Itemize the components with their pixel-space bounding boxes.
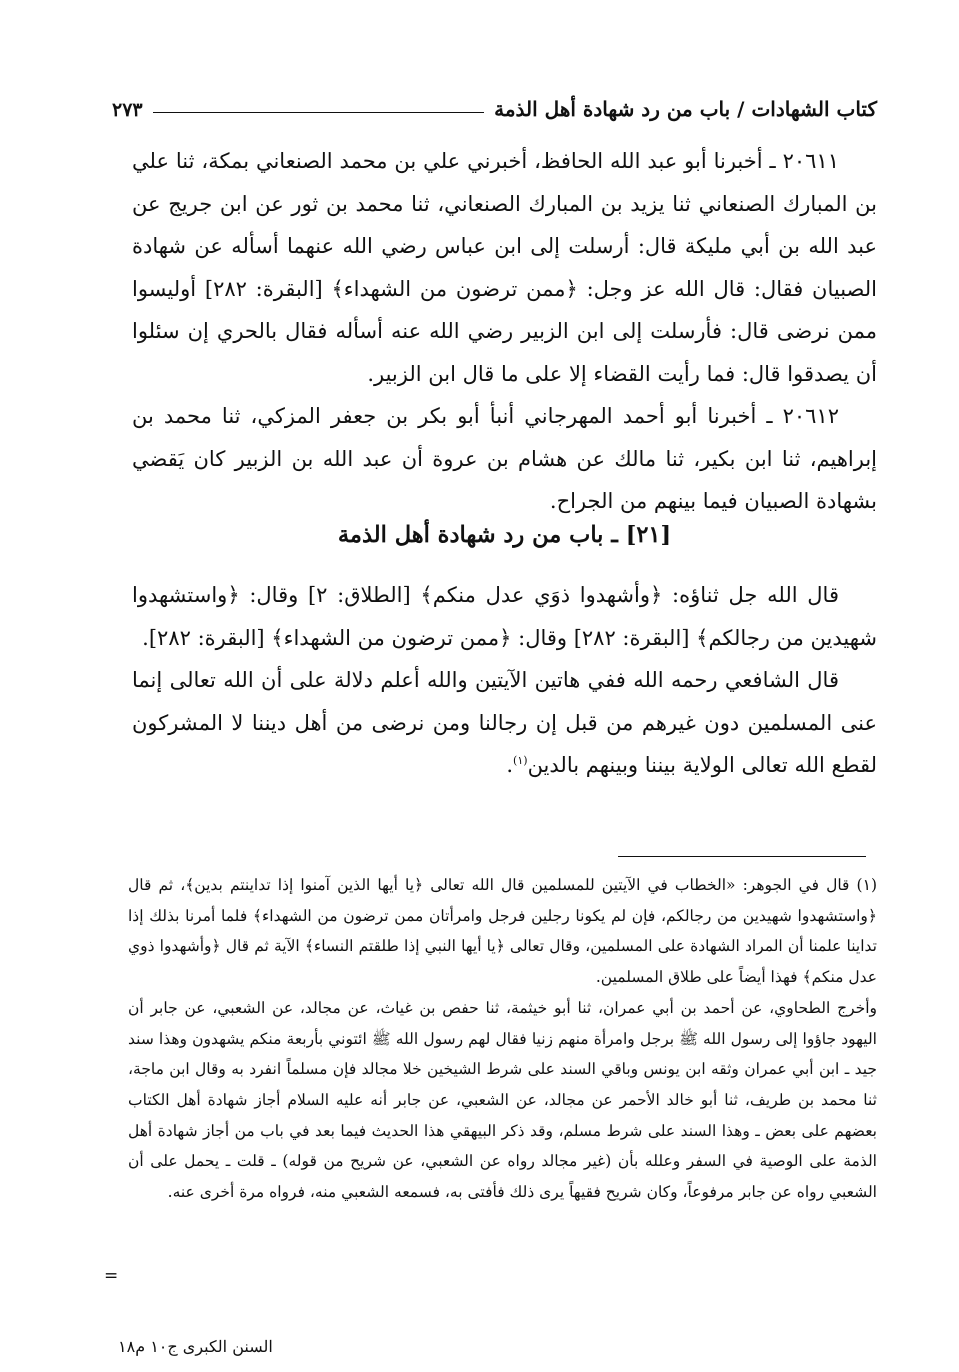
page-header [112, 85, 877, 121]
running-title: كتاب الشهادات / باب من رد شهادة أهل الذمة [494, 97, 877, 121]
footnote-paragraph: وأخرج الطحاوي، عن أحمد بن أبي عمران، ثنا أبو خيثمة، ثنا حفص بن غياث، عن مجالد، عن الشعبي، عن جابر أن اليهود جاؤوا إلى رسول الله ﷺ برجل وامرأة منهم زنيا فقال لهم رسول الله ﷺ ائتوني بأربعة منكم يشهدون وهذا سند جيد ـ ابن أبي عمران وثقه ابن يونس وباقي السند على شرط الشيخين خلا مجالد فإن مسلماً انفرد به وقال ابن ماجة، ثنا محمد بن طريف، ثنا أبو خالد الأحمر عن مجالد، عن الشعبي، عن جابر أنه عليه السلام أجاز شهادة أهل الكتاب بعضهم على بعض ـ وهذا السند على شرط مسلم، وقد ذكر البيهقي هذا الحديث فيما بعد في باب من أجاز شهادة أهل الذمة على الوصية في السفر وعلله بأن (غير مجالد رواه عن الشعبي، عن شريح من قوله) ـ قلت ـ يحمل على أن الشعبي رواه عن جابر مرفوعاً، وكان شريح فقيهاً يرى ذلك فأفتى به، فسمعه الشعبي منه، فرواه مرة أخرى عنه. [128, 998, 877, 1202]
chapter-text [132, 574, 877, 787]
chapter-paragraph: قال الله جل ثناؤه: ﴿وأشهدوا ذوَي عدل منكم﴾ [الطلاق: ٢] وقال: ﴿واستشهدوا شهيدين من رجالكم﴾ [البقرة: ٢٨٢] وقال: ﴿ممن ترضون من الشهداء﴾ [البقرة: ٢٨٢]. [132, 583, 877, 650]
footnote-reference: (١) [513, 754, 528, 767]
chapter-heading: [٢١] ـ باب من رد شهادة أهل الذمة [337, 522, 672, 548]
hadith-paragraph: ٢٠٦١١ ـ أخبرنا أبو عبد الله الحافظ، أخبرني علي بن محمد الصنعاني بمكة، ثنا علي بن المبارك الصنعاني ثنا يزيد بن المبارك الصنعاني، ثنا محمد بن ثور عن ابن جريج عن عبد الله بن أبي مليكة قال: أرسلت إلى ابن عباس رضي الله عنهما أسأله عن شهادة الصبيان فقال: قال الله عز وجل: ﴿ممن ترضون من الشهداء﴾ [البقرة: ٢٨٢] أوليسوا ممن نرضى قال: فأرسلت إلى ابن الزبير رضي الله عنه أسأله فقال بالحري إن سئلوا أن يصدقوا قال: فما رأيت القضاء إلا على ما قال ابن الزبير. [132, 149, 877, 386]
footnote-paragraph: (١) قال في الجوهر: «الخطاب في الآيتين للمسلمين قال الله تعالى ﴿يا أيها الذين آمنوا إذا تداينتم بدين﴾، ثم قال ﴿واستشهدوا شهيدين من رجالكم، فإن لم يكونا رجلين فرجل وامرأتان ممن ترضون من الشهداء﴾ فلما أمرنا بذلك إذا تداينا علمنا أن المراد الشهادة على المسلمين، وقال تعالى ﴿يا أيها النبي إذا طلقتم النساء﴾ الآية ثم قال ﴿وأشهدوا ذوي عدل منكم﴾ فهذا أيضاً على طلاق المسلمين. [128, 876, 877, 987]
chapter-paragraph-text: قال الشافعي رحمه الله ففي هاتين الآيتين والله أعلم دلالة على أن الله تعالى إنما عنى المسلمين دون غيرهم من قبل إن رجالنا ومن نرضى من أهل ديننا لا المشركون لقطع الله تعالى الولاية بيننا وبينهم بالدين [132, 668, 877, 777]
hadith-text [132, 140, 877, 523]
hadith-paragraph: ٢٠٦١٢ ـ أخبرنا أبو أحمد المهرجاني أنبأ أبو بكر بن جعفر المزكي، ثنا محمد بن إبراهيم، ثنا ابن بكير، ثنا مالك عن هشام بن عروة أن عبد الله بن الزبير كان يَقضي بشهادة الصبيان فيما بينهم من الجراح. [132, 404, 877, 513]
chapter-paragraph: قال الشافعي رحمه الله ففي هاتين الآيتين والله أعلم دلالة على أن الله تعالى إنما عنى المسلمين دون غيرهم من قبل إن رجالنا ومن نرضى من أهل ديننا لا المشركون لقطع الله تعالى الولاية بيننا وبينهم بالدين$^{(١)}$. [132, 668, 877, 777]
printer-signature: السنن الكبرى ج١٠ م١٨ [118, 1337, 273, 1356]
page-number: ٢٧٣ [112, 99, 143, 121]
continuation-mark: = [104, 1266, 119, 1286]
footnote [128, 870, 877, 1208]
footnote-separator [618, 856, 866, 857]
header-rule [153, 112, 485, 113]
